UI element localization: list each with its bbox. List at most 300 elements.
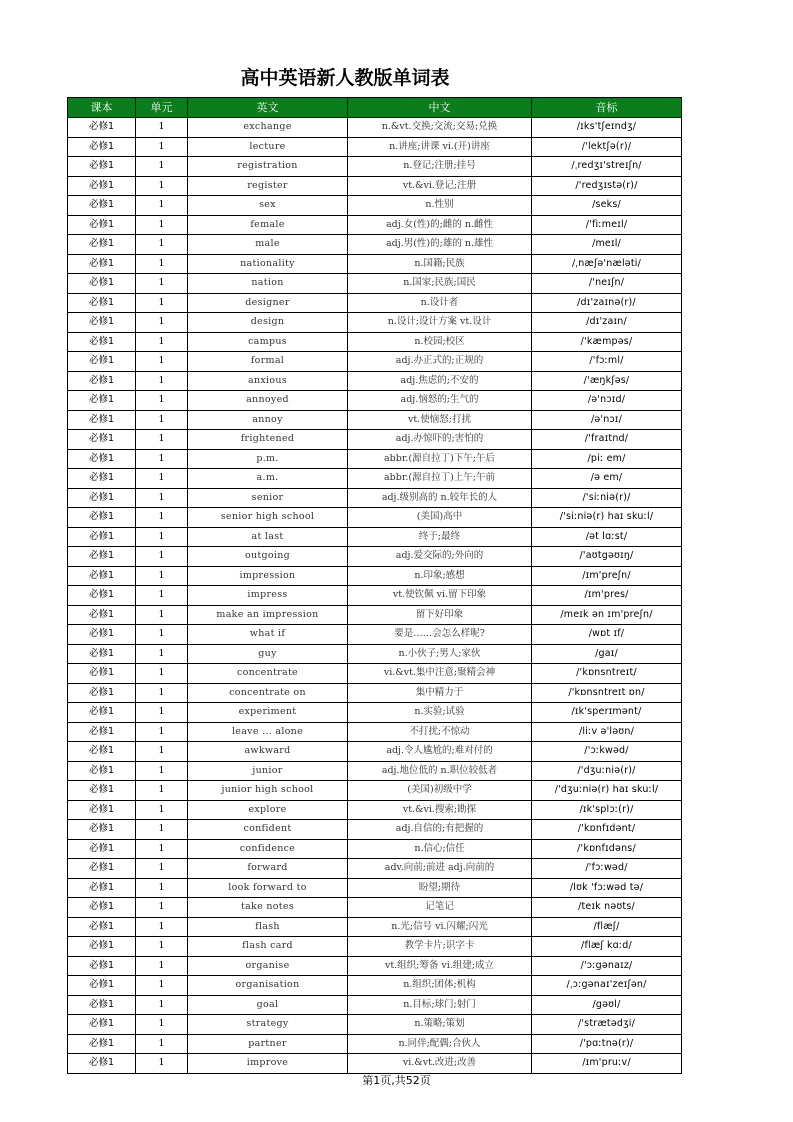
cell-book: 必修1	[68, 586, 136, 606]
cell-unit: 1	[136, 118, 188, 138]
table-row	[68, 800, 682, 820]
table-row	[68, 664, 682, 684]
cell-chinese: adj.办正式的;正规的	[348, 352, 532, 372]
table-row	[68, 976, 682, 996]
cell-english: senior	[188, 488, 348, 508]
cell-phonetic: /'fɔːml/	[532, 352, 682, 372]
cell-book: 必修1	[68, 781, 136, 801]
cell-phonetic: /lʊk 'fɔːwəd tə/	[532, 878, 682, 898]
table-row	[68, 430, 682, 450]
cell-unit: 1	[136, 410, 188, 430]
cell-unit: 1	[136, 586, 188, 606]
cell-english: frightened	[188, 430, 348, 450]
table-row	[68, 761, 682, 781]
cell-unit: 1	[136, 664, 188, 684]
cell-unit: 1	[136, 937, 188, 957]
cell-chinese: vt.使恼怒;打扰	[348, 410, 532, 430]
table-row	[68, 176, 682, 196]
table-row	[68, 313, 682, 333]
table-row	[68, 118, 682, 138]
cell-english: design	[188, 313, 348, 333]
cell-book: 必修1	[68, 215, 136, 235]
cell-chinese: adv.向前;前进 adj.向前的	[348, 859, 532, 879]
cell-english: sex	[188, 196, 348, 216]
cell-book: 必修1	[68, 605, 136, 625]
cell-chinese: abbr.(源自拉丁)上午;午前	[348, 469, 532, 489]
table-body	[68, 118, 682, 1074]
cell-unit: 1	[136, 625, 188, 645]
cell-book: 必修1	[68, 547, 136, 567]
table-row	[68, 547, 682, 567]
table-row	[68, 137, 682, 157]
cell-english: lecture	[188, 137, 348, 157]
cell-unit: 1	[136, 508, 188, 528]
table-row	[68, 352, 682, 372]
cell-phonetic: /'ɔːkwəd/	[532, 742, 682, 762]
cell-phonetic: /teɪk nəʊts/	[532, 898, 682, 918]
cell-english: explore	[188, 800, 348, 820]
cell-unit: 1	[136, 137, 188, 157]
cell-english: impress	[188, 586, 348, 606]
cell-chinese: adj.级别高的 n.较年长的人	[348, 488, 532, 508]
cell-unit: 1	[136, 371, 188, 391]
table-row	[68, 683, 682, 703]
cell-chinese: 集中精力于	[348, 683, 532, 703]
table-row	[68, 625, 682, 645]
header-book: 课本	[68, 98, 136, 118]
cell-phonetic: /dɪ'zaɪn/	[532, 313, 682, 333]
cell-unit: 1	[136, 839, 188, 859]
cell-english: concentrate on	[188, 683, 348, 703]
cell-unit: 1	[136, 196, 188, 216]
cell-chinese: n.印象;感想	[348, 566, 532, 586]
cell-book: 必修1	[68, 254, 136, 274]
cell-phonetic: /'dʒuːniə(r)/	[532, 761, 682, 781]
cell-english: strategy	[188, 1015, 348, 1035]
cell-english: what if	[188, 625, 348, 645]
table-row	[68, 254, 682, 274]
cell-chinese: n.国家;民族;国民	[348, 274, 532, 294]
cell-unit: 1	[136, 683, 188, 703]
cell-chinese: adj.男(性)的;雄的 n.雄性	[348, 235, 532, 255]
cell-english: annoy	[188, 410, 348, 430]
cell-unit: 1	[136, 430, 188, 450]
cell-english: junior high school	[188, 781, 348, 801]
cell-book: 必修1	[68, 293, 136, 313]
cell-english: senior high school	[188, 508, 348, 528]
cell-book: 必修1	[68, 352, 136, 372]
table-row	[68, 157, 682, 177]
cell-phonetic: /'kɒnsntreɪt ɒn/	[532, 683, 682, 703]
table-row	[68, 1054, 682, 1074]
cell-unit: 1	[136, 527, 188, 547]
header-phonetic: 音标	[532, 98, 682, 118]
cell-book: 必修1	[68, 703, 136, 723]
cell-phonetic: /'kɒnfɪdənt/	[532, 820, 682, 840]
table-row	[68, 956, 682, 976]
table-row	[68, 722, 682, 742]
cell-english: annoyed	[188, 391, 348, 411]
cell-phonetic: /ɪk'splɔː(r)/	[532, 800, 682, 820]
cell-phonetic: /'siːniə(r) haɪ skuːl/	[532, 508, 682, 528]
cell-book: 必修1	[68, 176, 136, 196]
table-row	[68, 781, 682, 801]
table-row	[68, 586, 682, 606]
table-row	[68, 274, 682, 294]
cell-english: designer	[188, 293, 348, 313]
table-row	[68, 566, 682, 586]
table-header-row	[68, 98, 682, 118]
table-row	[68, 293, 682, 313]
cell-chinese: (美国)高中	[348, 508, 532, 528]
cell-book: 必修1	[68, 956, 136, 976]
cell-chinese: 盼望;期待	[348, 878, 532, 898]
cell-phonetic: /ɪm'preʃn/	[532, 566, 682, 586]
cell-chinese: vi.&vt.改进;改善	[348, 1054, 532, 1074]
cell-phonetic: /'kɒnfɪdəns/	[532, 839, 682, 859]
cell-unit: 1	[136, 995, 188, 1015]
cell-english: leave ... alone	[188, 722, 348, 742]
cell-book: 必修1	[68, 566, 136, 586]
cell-phonetic: /'fraɪtnd/	[532, 430, 682, 450]
cell-english: confident	[188, 820, 348, 840]
cell-book: 必修1	[68, 644, 136, 664]
cell-chinese: n.目标;球门;射门	[348, 995, 532, 1015]
cell-book: 必修1	[68, 118, 136, 138]
cell-chinese: adj.女(性)的;雌的 n.雌性	[348, 215, 532, 235]
cell-book: 必修1	[68, 878, 136, 898]
cell-english: registration	[188, 157, 348, 177]
cell-chinese: n.小伙子;男人;家伙	[348, 644, 532, 664]
cell-book: 必修1	[68, 274, 136, 294]
cell-unit: 1	[136, 1015, 188, 1035]
table-row	[68, 449, 682, 469]
cell-english: organisation	[188, 976, 348, 996]
cell-english: improve	[188, 1054, 348, 1074]
cell-book: 必修1	[68, 917, 136, 937]
cell-phonetic: /ə'nɔɪ/	[532, 410, 682, 430]
table-row	[68, 605, 682, 625]
header-chinese: 中文	[348, 98, 532, 118]
cell-unit: 1	[136, 859, 188, 879]
cell-chinese: vt.组织;筹备 vi.组建;成立	[348, 956, 532, 976]
cell-chinese: (美国)初级中学	[348, 781, 532, 801]
cell-english: look forward to	[188, 878, 348, 898]
cell-chinese: n.组织;团体;机构	[348, 976, 532, 996]
cell-phonetic: /'fɔːwəd/	[532, 859, 682, 879]
cell-phonetic: /'ɔːgənaɪz/	[532, 956, 682, 976]
cell-unit: 1	[136, 254, 188, 274]
cell-unit: 1	[136, 293, 188, 313]
cell-english: campus	[188, 332, 348, 352]
cell-english: flash	[188, 917, 348, 937]
table-row	[68, 235, 682, 255]
table-row	[68, 820, 682, 840]
cell-phonetic: /wɒt ɪf/	[532, 625, 682, 645]
cell-chinese: n.登记;注册;挂号	[348, 157, 532, 177]
header-english: 英文	[188, 98, 348, 118]
cell-phonetic: /ət lɑːst/	[532, 527, 682, 547]
cell-chinese: vt.使钦佩 vi.留下印象	[348, 586, 532, 606]
cell-english: exchange	[188, 118, 348, 138]
cell-book: 必修1	[68, 995, 136, 1015]
table-row	[68, 878, 682, 898]
cell-book: 必修1	[68, 625, 136, 645]
cell-unit: 1	[136, 469, 188, 489]
cell-book: 必修1	[68, 430, 136, 450]
cell-chinese: 记笔记	[348, 898, 532, 918]
cell-unit: 1	[136, 917, 188, 937]
cell-chinese: n.&vt.交换;交流;交易;兑换	[348, 118, 532, 138]
cell-chinese: n.同伴;配偶;合伙人	[348, 1034, 532, 1054]
cell-english: organise	[188, 956, 348, 976]
cell-book: 必修1	[68, 742, 136, 762]
cell-unit: 1	[136, 1034, 188, 1054]
table-row	[68, 469, 682, 489]
cell-phonetic: /'neɪʃn/	[532, 274, 682, 294]
cell-book: 必修1	[68, 1034, 136, 1054]
cell-phonetic: /'strætədʒi/	[532, 1015, 682, 1035]
cell-chinese: adj.办惊吓的;害怕的	[348, 430, 532, 450]
cell-chinese: 留下好印象	[348, 605, 532, 625]
cell-book: 必修1	[68, 391, 136, 411]
cell-book: 必修1	[68, 488, 136, 508]
cell-chinese: 要是……会怎么样呢?	[348, 625, 532, 645]
cell-phonetic: /ˌredʒɪ'streɪʃn/	[532, 157, 682, 177]
cell-english: at last	[188, 527, 348, 547]
cell-phonetic: /'siːniə(r)/	[532, 488, 682, 508]
cell-phonetic: /'dʒuːniə(r) haɪ skuːl/	[532, 781, 682, 801]
cell-chinese: 终于;最终	[348, 527, 532, 547]
cell-english: male	[188, 235, 348, 255]
cell-phonetic: /ɪm'pruːv/	[532, 1054, 682, 1074]
cell-english: flash card	[188, 937, 348, 957]
cell-english: experiment	[188, 703, 348, 723]
cell-english: concentrate	[188, 664, 348, 684]
cell-book: 必修1	[68, 976, 136, 996]
cell-phonetic: /ə em/	[532, 469, 682, 489]
cell-book: 必修1	[68, 1054, 136, 1074]
cell-book: 必修1	[68, 898, 136, 918]
cell-chinese: adj.自信的;有把握的	[348, 820, 532, 840]
cell-phonetic: /dɪ'zaɪnə(r)/	[532, 293, 682, 313]
table-row	[68, 839, 682, 859]
cell-phonetic: /'æŋkʃəs/	[532, 371, 682, 391]
cell-phonetic: /piː em/	[532, 449, 682, 469]
cell-phonetic: /ɪks'tʃeɪndʒ/	[532, 118, 682, 138]
cell-english: junior	[188, 761, 348, 781]
cell-book: 必修1	[68, 722, 136, 742]
table-row	[68, 371, 682, 391]
cell-chinese: vi.&vt.集中注意;聚精会神	[348, 664, 532, 684]
cell-english: make an impression	[188, 605, 348, 625]
cell-book: 必修1	[68, 859, 136, 879]
cell-book: 必修1	[68, 449, 136, 469]
cell-phonetic: /'fiːmeɪl/	[532, 215, 682, 235]
cell-unit: 1	[136, 488, 188, 508]
vocabulary-table	[67, 97, 682, 1074]
cell-book: 必修1	[68, 527, 136, 547]
cell-english: confidence	[188, 839, 348, 859]
header-unit: 单元	[136, 98, 188, 118]
cell-book: 必修1	[68, 157, 136, 177]
cell-book: 必修1	[68, 313, 136, 333]
cell-phonetic: /'kɒnsntreɪt/	[532, 664, 682, 684]
cell-unit: 1	[136, 274, 188, 294]
cell-chinese: 不打扰;不惊动	[348, 722, 532, 742]
page-title: 高中英语新人教版单词表	[240, 67, 450, 89]
cell-unit: 1	[136, 157, 188, 177]
cell-phonetic: /gaɪ/	[532, 644, 682, 664]
table-row	[68, 488, 682, 508]
cell-chinese: n.校园;校区	[348, 332, 532, 352]
cell-unit: 1	[136, 742, 188, 762]
cell-unit: 1	[136, 313, 188, 333]
cell-chinese: 教学卡片;识字卡	[348, 937, 532, 957]
cell-book: 必修1	[68, 137, 136, 157]
cell-phonetic: /liːv ə'ləʊn/	[532, 722, 682, 742]
cell-english: goal	[188, 995, 348, 1015]
cell-english: female	[188, 215, 348, 235]
cell-unit: 1	[136, 332, 188, 352]
cell-unit: 1	[136, 566, 188, 586]
cell-english: nation	[188, 274, 348, 294]
cell-unit: 1	[136, 956, 188, 976]
table-row	[68, 196, 682, 216]
cell-english: guy	[188, 644, 348, 664]
cell-phonetic: /gəʊl/	[532, 995, 682, 1015]
table-row	[68, 742, 682, 762]
cell-book: 必修1	[68, 371, 136, 391]
table-row	[68, 644, 682, 664]
cell-unit: 1	[136, 800, 188, 820]
cell-book: 必修1	[68, 410, 136, 430]
cell-book: 必修1	[68, 937, 136, 957]
cell-chinese: adj.地位低的 n.职位较低者	[348, 761, 532, 781]
cell-phonetic: /'aʊtgəʊɪŋ/	[532, 547, 682, 567]
cell-chinese: n.策略;策划	[348, 1015, 532, 1035]
cell-unit: 1	[136, 898, 188, 918]
cell-book: 必修1	[68, 761, 136, 781]
cell-unit: 1	[136, 1054, 188, 1074]
table-row	[68, 508, 682, 528]
cell-book: 必修1	[68, 469, 136, 489]
cell-english: formal	[188, 352, 348, 372]
cell-chinese: n.设计者	[348, 293, 532, 313]
cell-phonetic: /seks/	[532, 196, 682, 216]
cell-english: anxious	[188, 371, 348, 391]
cell-book: 必修1	[68, 820, 136, 840]
cell-english: outgoing	[188, 547, 348, 567]
cell-unit: 1	[136, 176, 188, 196]
cell-book: 必修1	[68, 683, 136, 703]
cell-english: a.m.	[188, 469, 348, 489]
cell-chinese: adj.令人尴尬的;难对付的	[348, 742, 532, 762]
table-row	[68, 215, 682, 235]
cell-phonetic: /flæʃ kɑːd/	[532, 937, 682, 957]
cell-phonetic: /meɪl/	[532, 235, 682, 255]
cell-phonetic: /ɪk'sperɪmənt/	[532, 703, 682, 723]
cell-phonetic: /flæʃ/	[532, 917, 682, 937]
cell-english: take notes	[188, 898, 348, 918]
cell-english: impression	[188, 566, 348, 586]
table-row	[68, 995, 682, 1015]
cell-chinese: n.性别	[348, 196, 532, 216]
cell-unit: 1	[136, 703, 188, 723]
cell-chinese: vt.&vi.搜索;勘探	[348, 800, 532, 820]
cell-english: partner	[188, 1034, 348, 1054]
cell-english: register	[188, 176, 348, 196]
table-row	[68, 332, 682, 352]
cell-chinese: adj.爱交际的;外向的	[348, 547, 532, 567]
cell-chinese: n.讲座;讲课 vi.(开)讲座	[348, 137, 532, 157]
cell-chinese: n.设计;设计方案 vt.设计	[348, 313, 532, 333]
cell-chinese: adj.焦虑的;不安的	[348, 371, 532, 391]
cell-english: p.m.	[188, 449, 348, 469]
cell-book: 必修1	[68, 839, 136, 859]
cell-chinese: n.光;信号 vi.闪耀;闪光	[348, 917, 532, 937]
page-footer: 第1页,共52页	[362, 1074, 431, 1087]
cell-book: 必修1	[68, 196, 136, 216]
cell-phonetic: /meɪk ən ɪm'preʃn/	[532, 605, 682, 625]
cell-english: awkward	[188, 742, 348, 762]
cell-unit: 1	[136, 761, 188, 781]
table-row	[68, 391, 682, 411]
cell-book: 必修1	[68, 508, 136, 528]
cell-phonetic: /ˌɔːgənaɪ'zeɪʃən/	[532, 976, 682, 996]
cell-phonetic: /'lektʃə(r)/	[532, 137, 682, 157]
table-row	[68, 917, 682, 937]
table-row	[68, 898, 682, 918]
cell-phonetic: /'pɑːtnə(r)/	[532, 1034, 682, 1054]
cell-english: forward	[188, 859, 348, 879]
table-row	[68, 937, 682, 957]
cell-unit: 1	[136, 976, 188, 996]
cell-unit: 1	[136, 352, 188, 372]
cell-chinese: vt.&vi.登记;注册	[348, 176, 532, 196]
cell-unit: 1	[136, 605, 188, 625]
cell-unit: 1	[136, 391, 188, 411]
cell-phonetic: /'redʒɪstə(r)/	[532, 176, 682, 196]
table-row	[68, 410, 682, 430]
table-row	[68, 527, 682, 547]
cell-unit: 1	[136, 878, 188, 898]
cell-unit: 1	[136, 781, 188, 801]
cell-unit: 1	[136, 235, 188, 255]
cell-book: 必修1	[68, 664, 136, 684]
cell-unit: 1	[136, 820, 188, 840]
cell-unit: 1	[136, 644, 188, 664]
cell-unit: 1	[136, 449, 188, 469]
table-row	[68, 859, 682, 879]
cell-phonetic: /'kæmpəs/	[532, 332, 682, 352]
cell-unit: 1	[136, 547, 188, 567]
cell-phonetic: /ˌnæʃə'næləti/	[532, 254, 682, 274]
table-row	[68, 1015, 682, 1035]
cell-phonetic: /ə'nɔɪd/	[532, 391, 682, 411]
cell-unit: 1	[136, 215, 188, 235]
cell-chinese: abbr.(源自拉丁)下午;午后	[348, 449, 532, 469]
cell-chinese: n.实验;试验	[348, 703, 532, 723]
cell-chinese: n.信心;信任	[348, 839, 532, 859]
cell-book: 必修1	[68, 800, 136, 820]
cell-book: 必修1	[68, 332, 136, 352]
table-row	[68, 1034, 682, 1054]
cell-book: 必修1	[68, 235, 136, 255]
cell-english: nationality	[188, 254, 348, 274]
cell-book: 必修1	[68, 1015, 136, 1035]
cell-chinese: n.国籍;民族	[348, 254, 532, 274]
